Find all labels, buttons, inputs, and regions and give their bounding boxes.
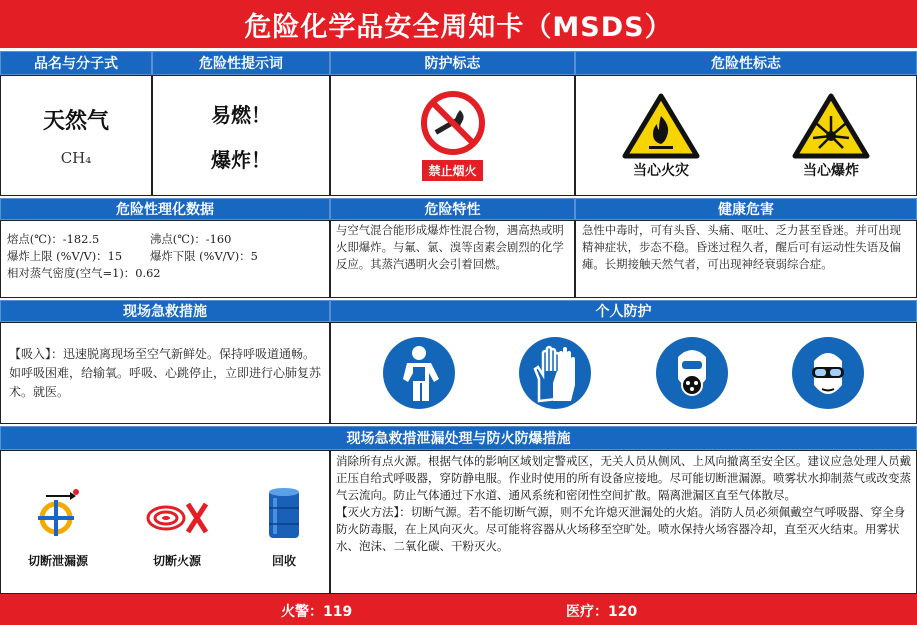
card-title: 危险化学品安全周知卡（MSDS） (0, 0, 917, 48)
melting-point: 熔点(℃)：-182.5 (7, 232, 100, 246)
fire-fighting-text: 【灭火方法】：切断气源。若不能切断气源，则不允许熄灭泄漏处的火焰。消防人员必须佩戴空气呼吸器、穿全身防火防毒服，在上风向灭火。尽可能将容器从火场移至空旷处。喷水保持火场容器冷却，直至灭火结束。用雾状水、泡沫、二氧化碳、干粉灭火。 (336, 505, 906, 553)
protect-sign-cell (330, 75, 575, 196)
recycle (266, 486, 302, 569)
header-protect-sign: 防护标志 (330, 51, 575, 75)
first-aid-cell: 【吸入】：迅速脱离现场至空气新鲜处。保持呼吸道通畅。如呼吸困难，给输氧。呼吸、心跳停止，立即进行心肺复苏术。就医。 (0, 322, 330, 424)
header-health: 健康危害 (575, 198, 917, 220)
barrel-icon (266, 486, 302, 542)
health-cell: 急性中毒时，可有头昏、头痛、呕吐、乏力甚至昏迷。并可出现精神症状，步态不稳。昏迷过程久者，醒后可有运动性失语及偏瘫。长期接触天然气者，可出现神经衰弱综合症。 (575, 220, 917, 298)
gas-mask-icon (656, 337, 728, 409)
explosion-warning-label: 当心爆炸 (803, 162, 859, 179)
explosion-warning-sign (791, 92, 871, 180)
fire-warning-label: 当心火灾 (633, 162, 689, 179)
safety-goggles-icon (792, 337, 864, 409)
header-leak: 现场急救措泄漏处理与防火防爆措施 (0, 426, 917, 450)
header-hazard-char: 危险特性 (330, 198, 575, 220)
cut-leak-label: 切断泄漏源 (27, 553, 88, 568)
ppe-cell (330, 322, 917, 424)
recycle-label: 回收 (271, 553, 296, 568)
flame-warning-icon (621, 92, 701, 160)
header-hazard-word: 危险性提示词 (152, 51, 330, 75)
leak-icons-cell (0, 450, 330, 594)
physchem-row-1 (7, 231, 323, 248)
fire-warning-sign (621, 92, 701, 180)
vapor-density: 相对蒸气密度(空气=1)：0.62 (7, 266, 161, 280)
cut-fire-icon (142, 486, 212, 542)
product-name: 天然气 (42, 109, 109, 134)
hazard-sign-cell (575, 75, 917, 196)
no-fire-icon (420, 90, 486, 156)
valve-icon (30, 486, 86, 542)
protective-suit-icon (383, 337, 455, 409)
hazard-word-cell (152, 75, 330, 196)
explosion-warning-icon (791, 92, 871, 160)
cut-leak-source (28, 486, 88, 569)
no-fire-label: 禁止烟火 (422, 160, 482, 181)
explosion-upper: 爆炸上限 (%V/V)：15 (7, 249, 123, 263)
hazard-word-flammable: 易燃！ (211, 102, 271, 127)
header-hazard-sign: 危险性标志 (575, 51, 917, 75)
header-physchem: 危险性理化数据 (0, 198, 330, 220)
product-cell (0, 75, 152, 196)
physchem-row-2 (7, 248, 323, 265)
explosion-lower: 爆炸下限 (%V/V)：5 (150, 249, 258, 263)
product-formula: CH₄ (60, 149, 92, 167)
fire-hotline: 火警：119 (281, 604, 353, 620)
leak-text-cell (330, 450, 917, 594)
protective-gloves-icon (519, 337, 591, 409)
leak-handling-text: 消除所有点火源。根据气体的影响区域划定警戒区，无关人员从侧风、上风向撤离至安全区。建议应急处理人员戴正压自给式呼吸器，穿防静电服。作业时使用的所有设备应接地。尽可能切断泄漏源。喷雾状水抑制蒸气或改变蒸气云流向。防止气体通过下水道、通风系统和密闭性空间扩散。隔离泄漏区直至气体散尽。 (336, 454, 911, 502)
boiling-point: 沸点(℃)：-160 (150, 232, 232, 246)
hazard-word-explosive: 爆炸！ (211, 147, 271, 172)
footer-bar (0, 594, 917, 625)
hazard-char-cell: 与空气混合能形成爆炸性混合物，遇高热或明火即爆炸。与氟、氯、溴等卤素会剧烈的化学反应。其蒸汽遇明火会引着回燃。 (330, 220, 575, 298)
header-ppe: 个人防护 (330, 300, 917, 322)
cut-fire-source (142, 486, 212, 569)
medical-hotline: 医疗：120 (566, 604, 638, 620)
header-name: 品名与分子式 (0, 51, 152, 75)
cut-fire-label: 切断火源 (152, 553, 201, 568)
physchem-cell (0, 220, 330, 298)
header-first-aid: 现场急救措施 (0, 300, 330, 322)
